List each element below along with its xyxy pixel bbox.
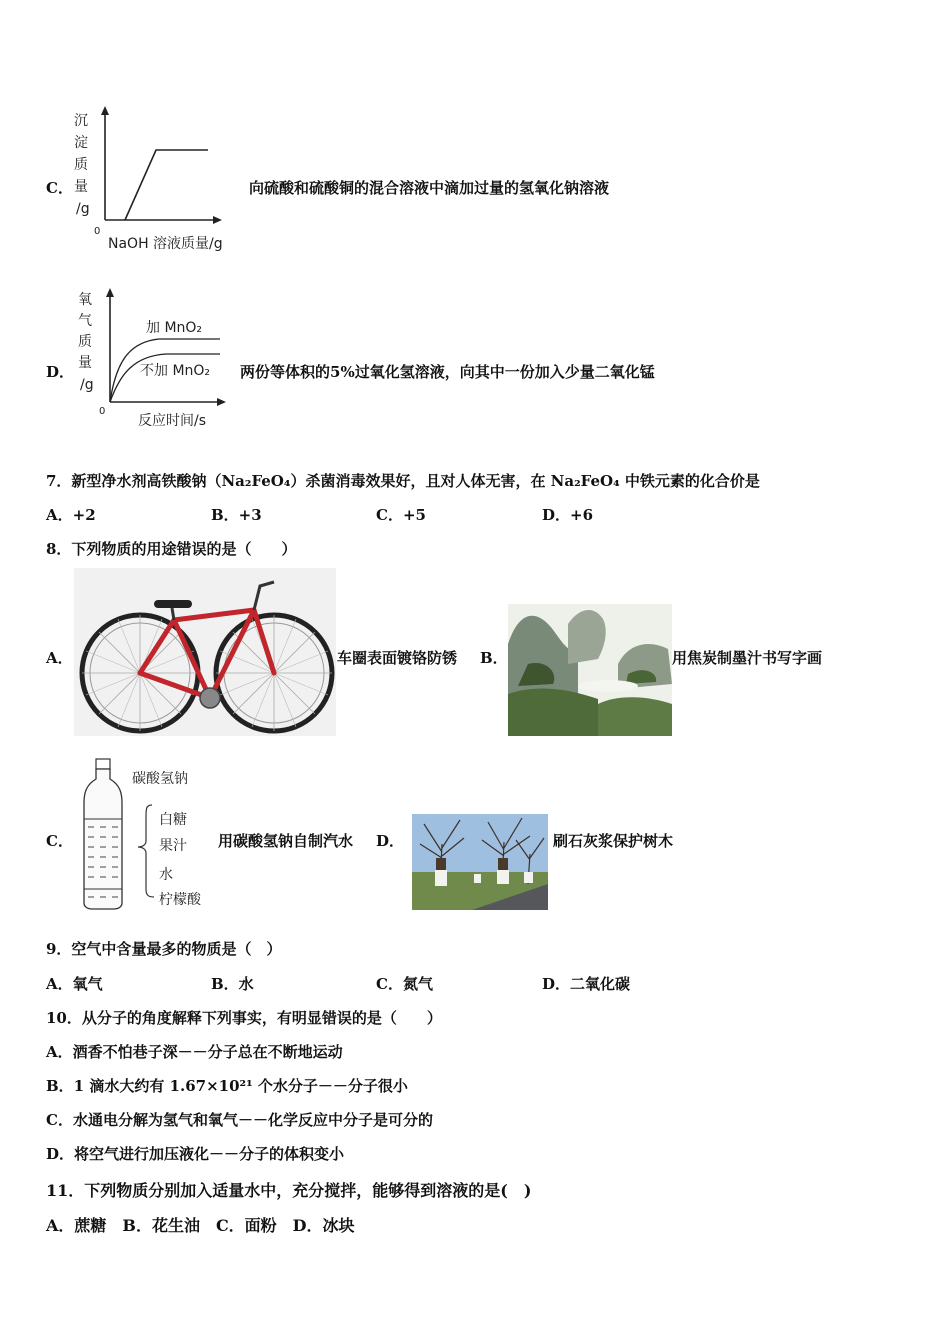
ylabel-char: 质	[74, 157, 88, 173]
curve2-label: 不加 MnO₂	[140, 363, 211, 379]
handlebar	[254, 582, 274, 610]
x-axis-label: NaOH 溶液质量/g	[108, 236, 223, 252]
q6-optD-text: 两份等体积的5%过氧化氢溶液，向其中一份加入少量二氧化锰	[240, 363, 655, 381]
curve1-label: 加 MnO₂	[146, 320, 203, 336]
q6-optC-text: 向硫酸和硫酸铜的混合溶液中滴加过量的氢氧化钠溶液	[249, 179, 610, 197]
q8-A-label: A．	[46, 649, 73, 667]
q9-option-b: B．水	[211, 975, 254, 993]
q10-option-b: B．1 滴水大约有 1.67×10²¹ 个水分子－－分子很小	[46, 1077, 408, 1095]
q10-stem: 10．从分子的角度解释下列事实，有明显错误的是（ ）	[46, 1009, 442, 1027]
ylabel-char: /g	[76, 201, 90, 217]
soda-bottle-figure	[80, 757, 220, 912]
q8-C-text: 用碳酸氢钠自制汽水	[218, 832, 354, 850]
y-arrow	[101, 106, 109, 115]
ingredient-brace	[138, 805, 154, 897]
label-sugar: 白糖	[159, 812, 187, 828]
label-juice: 果汁	[159, 838, 187, 854]
q11-stem: 11．下列物质分别加入适量水中，充分搅拌，能够得到溶液的是( )	[46, 1181, 532, 1200]
label-water: 水	[159, 867, 173, 883]
q8-C-label: C．	[46, 832, 73, 850]
ylabel-char: 沉	[74, 113, 88, 129]
ylabel-char: 氧	[78, 292, 92, 308]
precipitate-line	[125, 150, 208, 220]
q7-stem: 7．新型净水剂高铁酸钠（Na₂FeO₄）杀菌消毒效果好，且对人体无害，在 Na₂FeO₄ 中铁元素的化合价是	[46, 472, 760, 490]
q10-option-a: A．酒香不怕巷子深－－分子总在不断地运动	[46, 1043, 343, 1061]
x-arrow	[213, 216, 222, 224]
q8-D-label: D．	[376, 832, 405, 850]
bicycle-image	[74, 568, 336, 736]
q9-option-c: C．氮气	[376, 975, 433, 993]
ylabel-char: 质	[78, 334, 92, 350]
q6-optC-label: C．	[46, 179, 73, 197]
ylabel-char: /g	[80, 377, 94, 393]
q7-option-c: C．+5	[376, 506, 426, 524]
q6-optD-label: D．	[46, 363, 75, 381]
q8-A-text: 车圈表面镀铬防锈	[337, 649, 458, 667]
q8-B-label: B．	[480, 649, 508, 667]
origin-label: 0	[94, 226, 101, 237]
x-arrow	[217, 398, 226, 406]
bottle-cap	[96, 759, 110, 769]
precipitate-chart	[70, 100, 250, 255]
ink-landscape-painting	[508, 604, 672, 736]
ylabel-char: 量	[74, 179, 88, 195]
ylabel-char: 淀	[74, 135, 88, 151]
q10-option-d: D．将空气进行加压液化－－分子的体积变小	[46, 1145, 345, 1163]
ylabel-char: 量	[78, 355, 92, 371]
q7-option-b: B．+3	[211, 506, 262, 524]
label-nahco3: 碳酸氢钠	[132, 771, 188, 787]
q9-stem: 9．空气中含量最多的物质是（ ）	[46, 940, 282, 958]
seat	[154, 600, 192, 608]
oxygen-chart	[74, 282, 244, 432]
label-citric-acid: 柠檬酸	[159, 892, 201, 908]
q9-option-d: D．二氧化碳	[542, 975, 631, 993]
q8-D-text: 刷石灰浆保护树木	[553, 832, 674, 850]
q10-option-c: C．水通电分解为氢气和氧气－－化学反应中分子是可分的	[46, 1111, 433, 1129]
q9-option-a: A．氧气	[46, 975, 103, 993]
q8-B-text: 用焦炭制墨汁书写字画	[672, 649, 823, 667]
x-axis-label: 反应时间/s	[138, 413, 207, 429]
q7-option-a: A．+2	[46, 506, 96, 524]
q8-stem: 8．下列物质的用途错误的是（ ）	[46, 540, 297, 558]
bottle-body	[84, 769, 122, 909]
q11-options: A．蔗糖 B．花生油 C．面粉 D．冰块	[46, 1216, 355, 1235]
y-arrow	[106, 288, 114, 297]
chainring	[200, 688, 220, 708]
ylabel-char: 气	[78, 313, 92, 329]
whitewashed-trees-photo	[412, 814, 548, 910]
origin-label: 0	[99, 406, 106, 417]
q7-option-d: D．+6	[542, 506, 594, 524]
